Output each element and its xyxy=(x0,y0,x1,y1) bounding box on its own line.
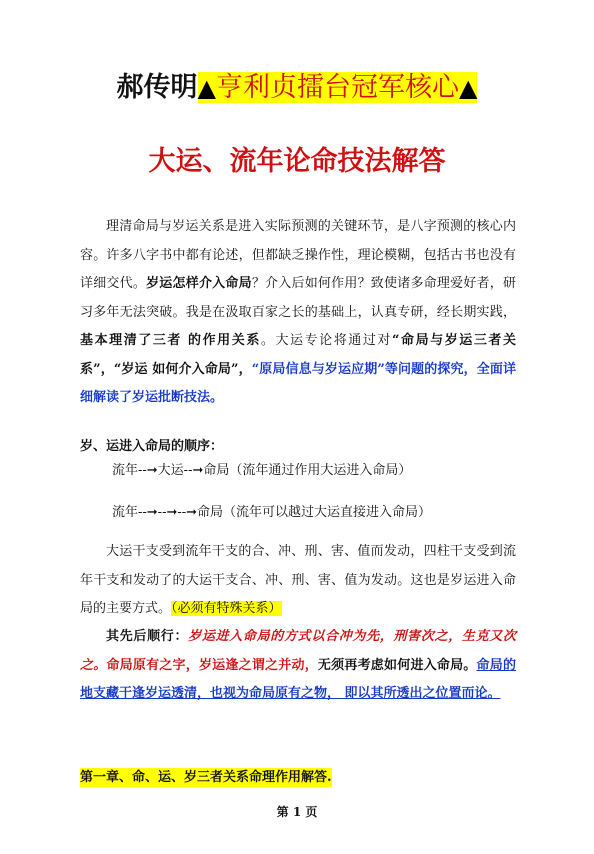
subtitle-text: 亨利贞擂台冠军核心 xyxy=(216,72,459,103)
intro-bold-1: 岁运怎样介入命局 xyxy=(146,276,252,291)
highlighted-note: （必须有特殊关系） xyxy=(171,601,282,616)
intro-text-2: ？介入后如何作用？致使诸多命理爱好者，研习多年无法突破。我是在汲取百家之长的基础上，认真专研，经长期实践， xyxy=(80,276,516,320)
order-bold-text: 无须再考虑如何进入命局。 xyxy=(317,657,477,673)
intro-text-1: 理清命局与岁运关系是进入实际预测的关键环节，是八字预测的核心内容。许多八字书中都有论述，但都缺乏操作性，理论模糊，包括古书也没有详细交代。 xyxy=(80,219,516,291)
intro-bold-2: 基本理清了三者 的作用关系 xyxy=(80,333,261,348)
intro-bold-3: “命局与岁运三者关系”，“岁运 如何介入命局”， xyxy=(80,333,516,377)
triangle-icon: ▲ xyxy=(459,74,478,102)
flow-line-1: 流年--➞大运--➞命局（流年通过作用大运进入命局） xyxy=(112,463,412,478)
intro-text-3: 。大运专论将通过对 xyxy=(260,333,392,348)
intro-paragraph xyxy=(80,213,516,413)
flow-line-2: 流年--➞--➞--➞命局（流年可以越过大运直接进入命局） xyxy=(112,505,432,520)
order-blue-text: 命局的地支藏干逢岁运透清，也视为命局原有之物， 即以其所透出之位置而论。 xyxy=(80,657,516,701)
section-heading: 大运、流年论命技法解答 xyxy=(148,146,446,177)
chapter-heading xyxy=(80,764,332,792)
highlighted-subtitle xyxy=(198,72,478,103)
triangle-icon: ▲ xyxy=(197,74,216,102)
order-red-italic: 岁运进入命局的方式以合冲为先，刑害次之，生克又次之。 xyxy=(80,629,516,673)
activation-text: 大运干支受到流年干支的合、冲、刑、害、值而发动，四柱干支受到流年干支和发动了的大运干支合、冲、刑、害、值为发动。这也是岁运进入命局的主要方式。 xyxy=(80,544,516,616)
order-paragraph xyxy=(80,623,516,709)
order-red-text: 命局原有之字，岁运逢之谓之并动， xyxy=(106,657,318,673)
order-heading: 岁、运进入命局的顺序： xyxy=(80,439,224,454)
chapter-title: 第一章、命、运、岁三者关系命理作用解答. xyxy=(80,770,332,785)
activation-paragraph xyxy=(80,538,516,624)
page-number: 第 1 页 xyxy=(276,805,318,819)
author-name: 郝传明 xyxy=(116,72,198,103)
intro-blue-text: “原局信息与岁运应期”等问题的探究，全面详 细解读了岁运批断技法。 xyxy=(80,361,516,405)
order-lead: 其先后顺行： xyxy=(106,629,189,644)
document-title xyxy=(0,66,594,110)
